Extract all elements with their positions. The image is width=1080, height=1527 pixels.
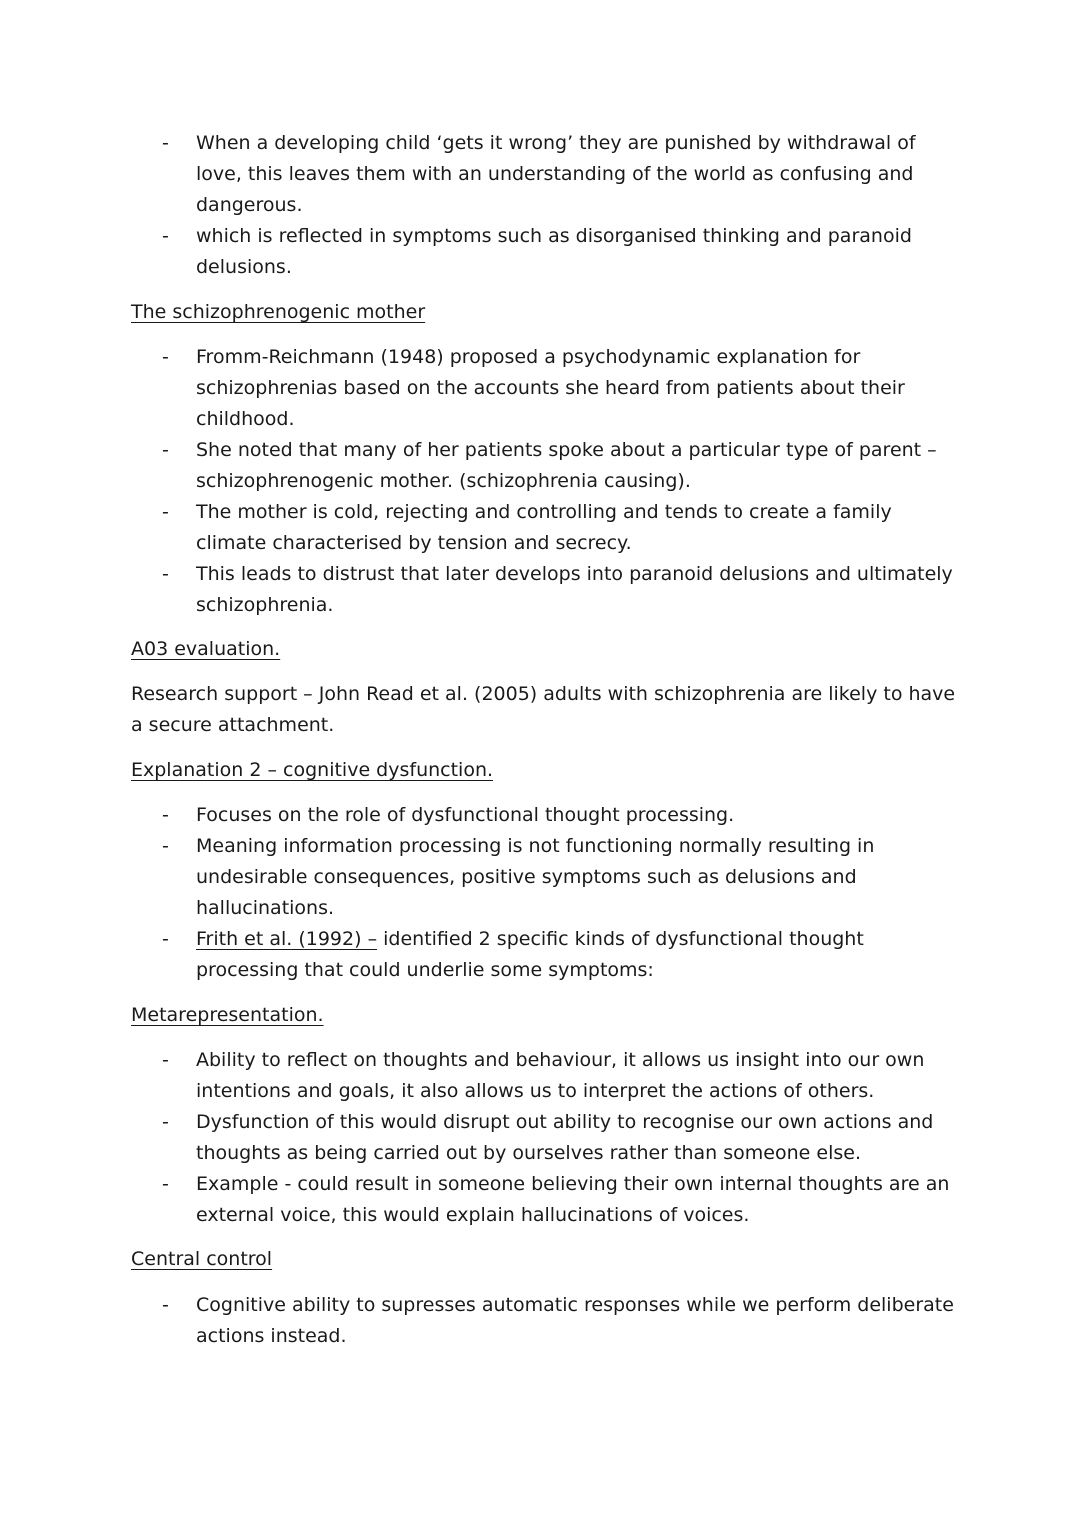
- intro-bullet-list: [0, 128, 1000, 283]
- list-item: [0, 1045, 956, 1107]
- bullet-dash: -: [162, 501, 169, 523]
- bullet-text: She noted that many of her patients spoke about a particular type of parent – schizophrenogenic mother. (schizophrenia causing).: [196, 439, 937, 492]
- bullet-dash: -: [162, 1294, 169, 1316]
- cognitive-bullet-list: [0, 800, 1000, 986]
- bullet-dash: -: [162, 1173, 169, 1195]
- list-item: [0, 800, 956, 831]
- list-item: [0, 497, 956, 559]
- bullet-text: Fromm-Reichmann (1948) proposed a psychodynamic explanation for schizophrenias based on the accounts she heard from patients about their childhood.: [196, 346, 905, 430]
- bullet-dash: -: [162, 928, 169, 950]
- bullet-text: When a developing child ‘gets it wrong’ they are punished by withdrawal of love, this leaves them with an understanding of the world as confusing and dangerous.: [196, 132, 916, 216]
- bullet-text: Ability to reflect on thoughts and behaviour, it allows us insight into our own intentions and goals, it also allows us to interpret the actions of others.: [196, 1049, 925, 1102]
- section-heading-mother: The schizophrenogenic mother: [131, 301, 426, 323]
- bullet-text: Example - could result in someone believing their own internal thoughts are an external voice, this would explain hallucinations of voices.: [196, 1173, 950, 1226]
- bullet-text: which is reflected in symptoms such as disorganised thinking and paranoid delusions.: [196, 225, 912, 278]
- ao3-paragraph: Research support – John Read et al. (2005) adults with schizophrenia are likely to have a secure attachment.: [131, 683, 956, 736]
- bullet-dash: -: [162, 225, 169, 247]
- list-item: [0, 1107, 956, 1169]
- mother-bullet-list: [0, 342, 1000, 621]
- list-item: [0, 221, 956, 283]
- bullet-text: The mother is cold, rejecting and controlling and tends to create a family climate characterised by tension and secrecy.: [196, 501, 892, 554]
- list-item: [0, 128, 956, 221]
- section-heading-ao3: A03 evaluation.: [131, 638, 281, 660]
- list-item: [0, 924, 956, 986]
- section-heading-metarepresentation: Metarepresentation.: [131, 1004, 324, 1026]
- frith-reference: Frith et al. (1992) –: [196, 928, 378, 950]
- bullet-dash: -: [162, 1111, 169, 1133]
- bullet-dash: -: [162, 1049, 169, 1071]
- bullet-text: identified 2 specific kinds of dysfunctional thought processing that could underlie some symptoms:: [196, 928, 864, 981]
- list-item: [0, 831, 956, 924]
- meta-bullet-list: [0, 1045, 1000, 1231]
- bullet-text: Dysfunction of this would disrupt out ability to recognise our own actions and thoughts as being carried out by ourselves rather than someone else.: [196, 1111, 934, 1164]
- list-item: [0, 1290, 956, 1352]
- bullet-dash: -: [162, 563, 169, 585]
- bullet-dash: -: [162, 346, 169, 368]
- bullet-text: Meaning information processing is not functioning normally resulting in undesirable consequences, positive symptoms such as delusions and hallucinations.: [196, 835, 875, 919]
- bullet-text: This leads to distrust that later develops into paranoid delusions and ultimately schizophrenia.: [196, 563, 953, 616]
- list-item: [0, 342, 956, 435]
- section-heading-central-control: Central control: [131, 1248, 273, 1270]
- bullet-dash: -: [162, 835, 169, 857]
- list-item: [0, 1169, 956, 1231]
- section-heading-cognitive: Explanation 2 – cognitive dysfunction.: [131, 759, 494, 781]
- bullet-text: Cognitive ability to supresses automatic responses while we perform deliberate actions instead.: [196, 1294, 954, 1347]
- bullet-dash: -: [162, 439, 169, 461]
- list-item: [0, 559, 956, 621]
- bullet-text: Focuses on the role of dysfunctional thought processing.: [196, 804, 735, 826]
- bullet-dash: -: [162, 804, 169, 826]
- list-item: [0, 435, 956, 497]
- central-bullet-list: [0, 1290, 1000, 1352]
- bullet-dash: -: [162, 132, 169, 154]
